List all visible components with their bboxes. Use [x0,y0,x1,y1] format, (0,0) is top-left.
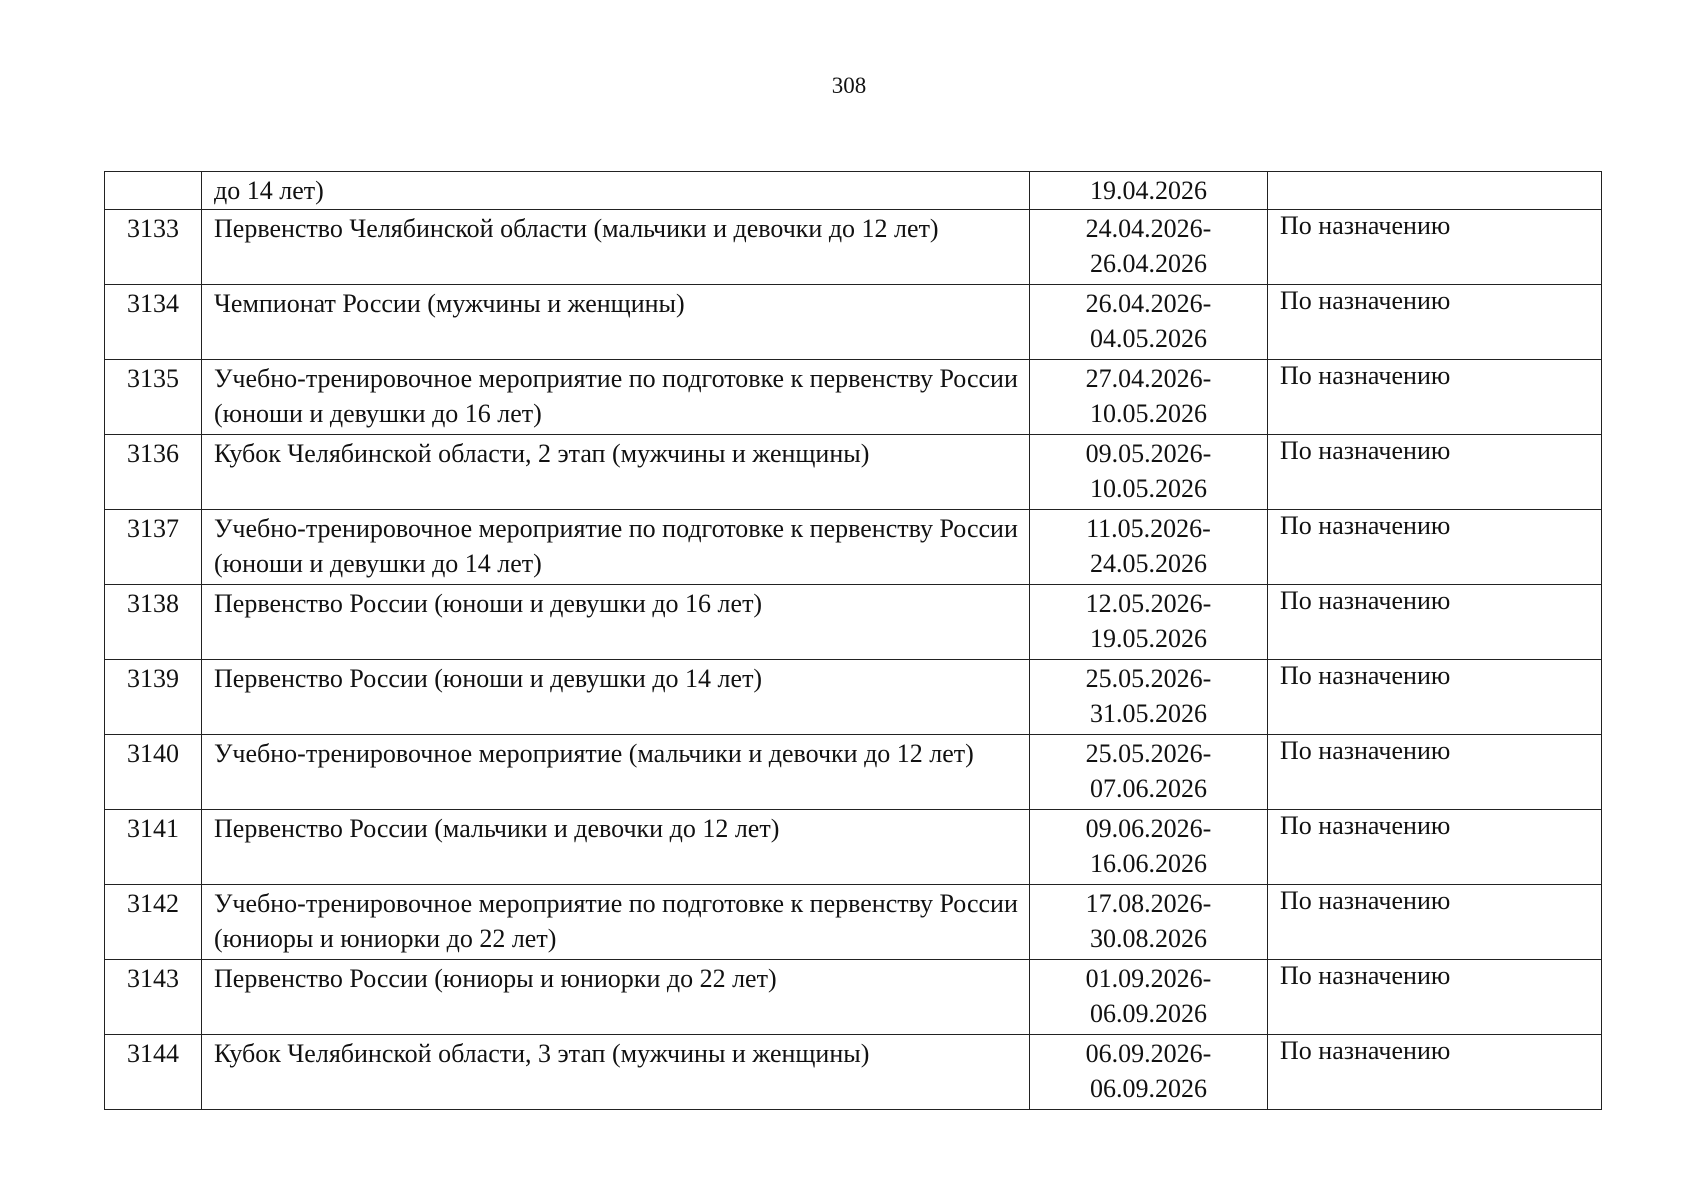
cell-dates [1030,285,1268,360]
cell-event-name: Первенство России (юноши и девушки до 16 лет) [202,585,1030,660]
cell-event-name: Первенство России (юниоры и юниорки до 22 лет) [202,960,1030,1035]
cell-dates [1030,210,1268,285]
table-row [105,735,1602,810]
events-table-body [105,172,1602,1110]
table-row [105,960,1602,1035]
table-row [105,435,1602,510]
date-start: 09.06.2026- [1085,814,1212,843]
cell-event-name: Первенство Челябинской области (мальчики и девочки до 12 лет) [202,210,1030,285]
cell-place: По назначению [1268,435,1602,510]
cell-place: По назначению [1268,585,1602,660]
date-start: 01.09.2026- [1085,964,1212,993]
cell-number: 3143 [105,960,202,1035]
cell-event-name: Первенство России (юноши и девушки до 14 лет) [202,660,1030,735]
date-start: 09.05.2026- [1085,439,1212,468]
table-row-continuation [105,172,1602,210]
date-start: 25.05.2026- [1085,664,1212,693]
date-start: 17.08.2026- [1085,889,1212,918]
cell-number: 3133 [105,210,202,285]
cell-place: По назначению [1268,735,1602,810]
cell-dates [1030,510,1268,585]
date-start: 27.04.2026- [1085,364,1212,393]
date-end: 06.09.2026 [1090,999,1207,1028]
events-table-container [104,171,1601,1110]
cell-event-name: Учебно-тренировочное мероприятие по подготовке к первенству России (юноши и девушки до 16 лет) [202,360,1030,435]
events-table [104,171,1602,1110]
date-start: 06.09.2026- [1085,1039,1212,1068]
cell-dates [1030,172,1268,210]
cell-event-name: Чемпионат России (мужчины и женщины) [202,285,1030,360]
cell-number: 3142 [105,885,202,960]
date-end: 10.05.2026 [1090,399,1207,428]
cell-event-name: Первенство России (мальчики и девочки до 12 лет) [202,810,1030,885]
cell-event-name: Учебно-тренировочное мероприятие по подготовке к первенству России (юноши и девушки до 14 лет) [202,510,1030,585]
table-row [105,360,1602,435]
cell-place: По назначению [1268,960,1602,1035]
cell-event-name: Кубок Челябинской области, 2 этап (мужчины и женщины) [202,435,1030,510]
date-end: 26.04.2026 [1090,249,1207,278]
cell-event-name: Кубок Челябинской области, 3 этап (мужчины и женщины) [202,1035,1030,1110]
date-end: 19.04.2026 [1090,176,1207,205]
cell-event-name: до 14 лет) [202,172,1030,210]
date-end: 04.05.2026 [1090,324,1207,353]
cell-dates [1030,360,1268,435]
cell-place [1268,172,1602,210]
table-row [105,585,1602,660]
table-row [105,510,1602,585]
date-start: 26.04.2026- [1085,289,1212,318]
cell-number: 3135 [105,360,202,435]
date-start: 12.05.2026- [1085,589,1212,618]
date-start: 25.05.2026- [1085,739,1212,768]
table-row [105,885,1602,960]
cell-number: 3139 [105,660,202,735]
cell-place: По назначению [1268,210,1602,285]
cell-place: По назначению [1268,885,1602,960]
cell-number: 3141 [105,810,202,885]
date-end: 10.05.2026 [1090,474,1207,503]
cell-dates [1030,1035,1268,1110]
cell-number: 3136 [105,435,202,510]
cell-dates [1030,810,1268,885]
cell-dates [1030,435,1268,510]
cell-dates [1030,960,1268,1035]
cell-event-name: Учебно-тренировочное мероприятие по подготовке к первенству России (юниоры и юниорки до 22 лет) [202,885,1030,960]
date-end: 30.08.2026 [1090,924,1207,953]
date-start: 24.04.2026- [1085,214,1212,243]
table-row [105,810,1602,885]
table-row [105,285,1602,360]
page-number: 308 [831,73,867,98]
cell-dates [1030,585,1268,660]
cell-number: 3140 [105,735,202,810]
date-end: 19.05.2026 [1090,624,1207,653]
date-start: 11.05.2026- [1086,514,1211,543]
cell-dates [1030,660,1268,735]
date-end: 31.05.2026 [1090,699,1207,728]
table-row [105,210,1602,285]
table-row [105,1035,1602,1110]
date-end: 16.06.2026 [1090,849,1207,878]
cell-place: По назначению [1268,360,1602,435]
cell-number: 3134 [105,285,202,360]
cell-number: 3137 [105,510,202,585]
cell-event-name: Учебно-тренировочное мероприятие (мальчики и девочки до 12 лет) [202,735,1030,810]
table-row [105,660,1602,735]
cell-place: По назначению [1268,1035,1602,1110]
date-end: 06.09.2026 [1090,1074,1207,1103]
cell-place: По назначению [1268,660,1602,735]
cell-number [105,172,202,210]
date-end: 07.06.2026 [1090,774,1207,803]
cell-place: По назначению [1268,285,1602,360]
cell-number: 3144 [105,1035,202,1110]
cell-place: По назначению [1268,510,1602,585]
cell-number: 3138 [105,585,202,660]
date-end: 24.05.2026 [1090,549,1207,578]
cell-dates [1030,885,1268,960]
cell-place: По назначению [1268,810,1602,885]
cell-dates [1030,735,1268,810]
